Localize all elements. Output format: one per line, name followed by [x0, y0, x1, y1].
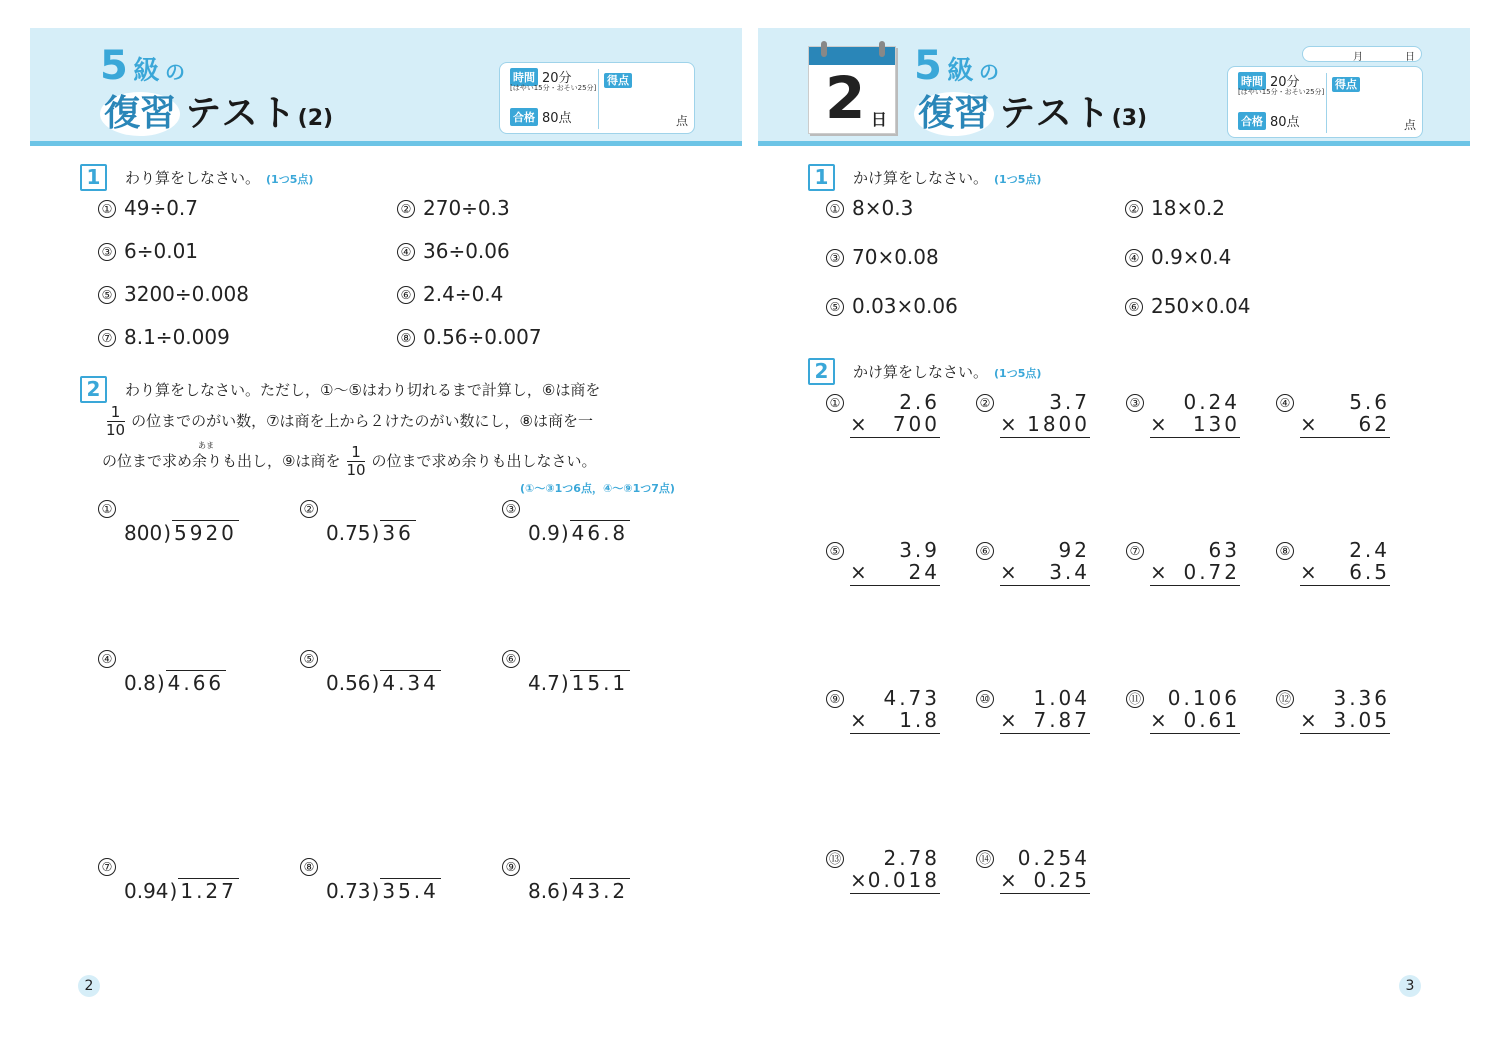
title-kyu: 級 [133, 56, 160, 86]
problem-number: ⑪ [1126, 690, 1144, 708]
pass-value: 80点 [1270, 115, 1300, 130]
multiplier: 130 [1192, 412, 1240, 436]
right-section2-header [808, 358, 1041, 385]
title-fukushu: 復習 [100, 92, 180, 136]
fraction [106, 404, 125, 439]
section-instruction: かけ算をしなさい。 [853, 169, 989, 187]
date-box [1302, 46, 1422, 62]
multiplicand: 5.6 [1349, 390, 1390, 414]
multiplier: 1.8 [899, 708, 940, 732]
title-grade: 5 [100, 43, 128, 89]
problem-number: ⑬ [826, 850, 844, 868]
problem-number: ⑤ [98, 286, 116, 304]
problem-number: ④ [1276, 394, 1294, 412]
problem-expr: 36÷0.06 [423, 239, 510, 263]
left-header [30, 28, 742, 146]
right-section1-header [808, 164, 1041, 191]
problem-number: ⑦ [98, 329, 116, 347]
title-number: (2) [297, 106, 334, 131]
score-tag: 得点 [1332, 77, 1360, 92]
problem-expr: 49÷0.7 [124, 196, 199, 220]
section-instruction-line2 [100, 402, 690, 440]
problem-number: ③ [502, 500, 520, 518]
multiplicand: 0.24 [1183, 390, 1240, 414]
score-divider [598, 69, 599, 129]
title-fukushu: 復習 [914, 92, 994, 136]
problem [826, 294, 958, 318]
time-note: [はやい15分・おそい25分] [1238, 88, 1325, 96]
date-month-label: 月 [1353, 52, 1363, 63]
section-points: (①〜③1つ6点，④〜⑨1つ7点) [520, 482, 675, 495]
right-page: 2 日 5 級 の 復習 テスト(3) 月 日 時間 20分 [はやい15分・おそい25分] 合格 80点 得点 点 1 かけ算をしなさい。 (1つ5点) ① 8×0.3 ② 18×0.2 ③ 70×0.08 ④ 0.9×0.4 ⑤ 0.03×0.06 ⑥ 250×0.04 2 かけ算をしなさい。 (1つ5点) ① 2.6 × 700 ② 3.7 × 1800 ③ 0.24 × 130 ④ 5.6 × 62 ⑤ 3.9 × 24 ⑥ 92 × 3.4 ⑦ 63 × 0.72 ⑧ 2.4 × 6.5 ⑨ 4.73 × 1.8 ⑩ 1.04 × 7.87 ⑪ 0.106 × 0.61 ⑫ 3.36 × 3.05 ⑬ 2.78 × 0.018 ⑭ 0.254 × 0.25 3 [758, 28, 1470, 1028]
pass-value: 80点 [542, 111, 572, 126]
problem [826, 196, 913, 220]
ruby-reading: あま [198, 441, 214, 450]
multiplier: 3.4 [1049, 560, 1090, 584]
problem-number: ⑤ [300, 650, 318, 668]
fraction [346, 444, 365, 479]
problem-expr: 0.03×0.06 [852, 294, 958, 318]
instruction-text: の位まで求め余りも出し，⑨は商を [102, 452, 341, 470]
multiplier: 0.25 [1033, 868, 1090, 892]
problem [98, 325, 230, 349]
section-number: 2 [808, 358, 835, 385]
long-division: 0.94) 1.27 [124, 879, 237, 903]
problem-number: ⑧ [1276, 542, 1294, 560]
title-grade: 5 [914, 43, 942, 89]
time-value: 20分 [542, 71, 572, 86]
time-note: [はやい15分・おそい25分] [510, 84, 597, 92]
multiplicand: 3.36 [1333, 686, 1390, 710]
multiplier: 7.87 [1033, 708, 1090, 732]
problem-number: ④ [98, 650, 116, 668]
problem-expr: 6÷0.01 [124, 239, 199, 263]
section-instruction-line1: わり算をしなさい。ただし，①〜⑤はわり切れるまで計算し，⑥は商を [125, 381, 601, 399]
multiplicand: 0.254 [1017, 846, 1090, 870]
dividend: 36 [382, 521, 414, 545]
title-no: の [979, 60, 1000, 84]
multiplicand: 63 [1208, 538, 1240, 562]
instruction-text: の位まで求め余りも出しなさい。 [371, 452, 597, 470]
problem-number: ② [300, 500, 318, 518]
score-unit: 点 [675, 114, 688, 128]
dividend: 46.8 [571, 521, 629, 545]
dividend: 4.66 [167, 671, 225, 695]
divisor: 0.75 [326, 521, 371, 545]
long-division: 0.8) 4.66 [124, 671, 225, 695]
problem-number: ⑨ [826, 690, 844, 708]
problem-number: ① [98, 200, 116, 218]
left-section2-header [80, 376, 600, 403]
problem-number: ③ [826, 249, 844, 267]
divisor: 0.9 [528, 521, 560, 545]
multiplier: 0.61 [1183, 708, 1240, 732]
section-points: (1つ5点) [266, 173, 314, 186]
time-tag: 時間 [510, 68, 538, 86]
problem-number: ⑤ [826, 298, 844, 316]
problem-expr: 3200÷0.008 [124, 282, 249, 306]
problem-number: ⑧ [300, 858, 318, 876]
multiplier: 6.5 [1349, 560, 1390, 584]
left-title [100, 43, 334, 136]
section-points: (1つ5点) [994, 173, 1042, 186]
problem-number: ⑩ [976, 690, 994, 708]
problem-number: ① [98, 500, 116, 518]
problem-number: ③ [98, 243, 116, 261]
score-box [1227, 66, 1423, 138]
problem [397, 196, 510, 220]
fraction-denominator: 10 [106, 421, 126, 439]
problem-expr: 2.4÷0.4 [423, 282, 504, 306]
multiplicand: 3.7 [1049, 390, 1090, 414]
score-tag: 得点 [604, 73, 632, 88]
title-test: テスト [185, 93, 298, 134]
multiplicand: 3.9 [899, 538, 940, 562]
title-no: の [165, 60, 186, 84]
section-number: 1 [80, 164, 107, 191]
pass-tag: 合格 [510, 108, 538, 126]
divisor: 0.94 [124, 879, 169, 903]
problem-number: ② [976, 394, 994, 412]
long-division: 4.7) 15.1 [528, 671, 629, 695]
long-division: 0.73) 35.4 [326, 879, 439, 903]
multiplicand: 2.6 [899, 390, 940, 414]
long-division: 8.6) 43.2 [528, 879, 629, 903]
problem [826, 245, 939, 269]
time-tag: 時間 [1238, 72, 1266, 90]
left-section1-header [80, 164, 313, 191]
problem [397, 282, 503, 306]
score-divider [1326, 73, 1327, 133]
problem-expr: 250×0.04 [1151, 294, 1251, 318]
multiplicand: 1.04 [1033, 686, 1090, 710]
problem-expr: 18×0.2 [1151, 196, 1226, 220]
problem [98, 196, 198, 220]
long-division: 0.56) 4.34 [326, 671, 439, 695]
problem-number: ④ [397, 243, 415, 261]
divisor: 0.8 [124, 671, 156, 695]
problem-number: ⑥ [1125, 298, 1143, 316]
dividend: 1.27 [180, 879, 237, 903]
multiplier: 62 [1358, 412, 1390, 436]
problem [98, 239, 198, 263]
calendar-icon [808, 46, 896, 134]
divisor: 0.56 [326, 671, 371, 695]
score-unit: 点 [1403, 118, 1416, 132]
pass-tag: 合格 [1238, 112, 1266, 130]
multiplier: 1800 [1027, 412, 1090, 436]
problem-number: ⑧ [397, 329, 415, 347]
instruction-text: の位までのがい数，⑦は商を上から２けたのがい数にし，⑧は商を一 [131, 412, 593, 430]
multiplier: 24 [908, 560, 940, 584]
score-box [499, 62, 695, 134]
multiplicand: 2.4 [1349, 538, 1390, 562]
title-test: テスト [999, 93, 1112, 134]
dividend: 35.4 [382, 879, 439, 903]
fraction-numerator: 1 [110, 403, 121, 421]
dividend: 4.34 [382, 671, 439, 695]
section-number: 2 [80, 376, 107, 403]
problem-number: ③ [1126, 394, 1144, 412]
problem-expr: 70×0.08 [852, 245, 939, 269]
problem-number: ① [826, 394, 844, 412]
dividend: 15.1 [571, 671, 629, 695]
page-number: 3 [1399, 975, 1421, 997]
multiplicand: 92 [1058, 538, 1090, 562]
time-value: 20分 [1270, 75, 1300, 90]
long-division: 0.9) 46.8 [528, 521, 629, 545]
section-points: (1つ5点) [994, 367, 1042, 380]
problem-number: ② [397, 200, 415, 218]
calendar-day-unit: 日 [871, 110, 888, 129]
problem-number: ⑦ [1126, 542, 1144, 560]
problem-number: ⑭ [976, 850, 994, 868]
problem-number: ⑦ [98, 858, 116, 876]
problem-number: ⑨ [502, 858, 520, 876]
problem-number: ② [1125, 200, 1143, 218]
fraction-denominator: 10 [346, 461, 366, 479]
multiplier: 0.72 [1183, 560, 1240, 584]
dividend: 43.2 [571, 879, 629, 903]
multiplicand: 0.106 [1167, 686, 1240, 710]
multiplier: 0.018 [867, 868, 940, 892]
problem [1125, 245, 1231, 269]
right-title [914, 43, 1148, 136]
problem-number: ⑥ [397, 286, 415, 304]
date-day-label: 日 [1405, 52, 1415, 63]
long-division: 0.75) 36 [326, 521, 414, 545]
title-kyu: 級 [947, 56, 974, 86]
divisor: 8.6 [528, 879, 560, 903]
left-page [30, 28, 742, 1028]
problem-number: ① [826, 200, 844, 218]
problem-number: ⑫ [1276, 690, 1294, 708]
long-division: 800) 5920 [124, 521, 237, 545]
calendar-day: 2 [825, 64, 866, 132]
problem-expr: 8×0.3 [852, 196, 914, 220]
problem-number: ④ [1125, 249, 1143, 267]
section-instruction-line3 [102, 442, 692, 480]
problem [98, 282, 249, 306]
multiplier: 700 [892, 412, 940, 436]
problem-number: ⑥ [976, 542, 994, 560]
multiplier: 3.05 [1333, 708, 1390, 732]
title-number: (3) [1111, 106, 1148, 131]
problem [1125, 196, 1225, 220]
divisor: 0.73 [326, 879, 371, 903]
section-instruction: わり算をしなさい。 [125, 169, 261, 187]
problem-expr: 8.1÷0.009 [124, 325, 230, 349]
dividend: 5920 [174, 521, 237, 545]
problem [1125, 294, 1250, 318]
page-number: 2 [78, 975, 100, 997]
multiplicand: 4.73 [883, 686, 940, 710]
problem [397, 325, 542, 349]
problem-number: ⑥ [502, 650, 520, 668]
problem [397, 239, 510, 263]
multiplicand: 2.78 [883, 846, 940, 870]
problem-expr: 270÷0.3 [423, 196, 510, 220]
fraction-numerator: 1 [351, 443, 361, 461]
divisor: 800 [124, 521, 163, 545]
section-instruction: かけ算をしなさい。 [853, 363, 989, 381]
problem-number: ⑤ [826, 542, 844, 560]
divisor: 4.7 [528, 671, 560, 695]
section-number: 1 [808, 164, 835, 191]
right-header [758, 28, 1470, 146]
problem-expr: 0.9×0.4 [1151, 245, 1232, 269]
problem-expr: 0.56÷0.007 [423, 325, 542, 349]
